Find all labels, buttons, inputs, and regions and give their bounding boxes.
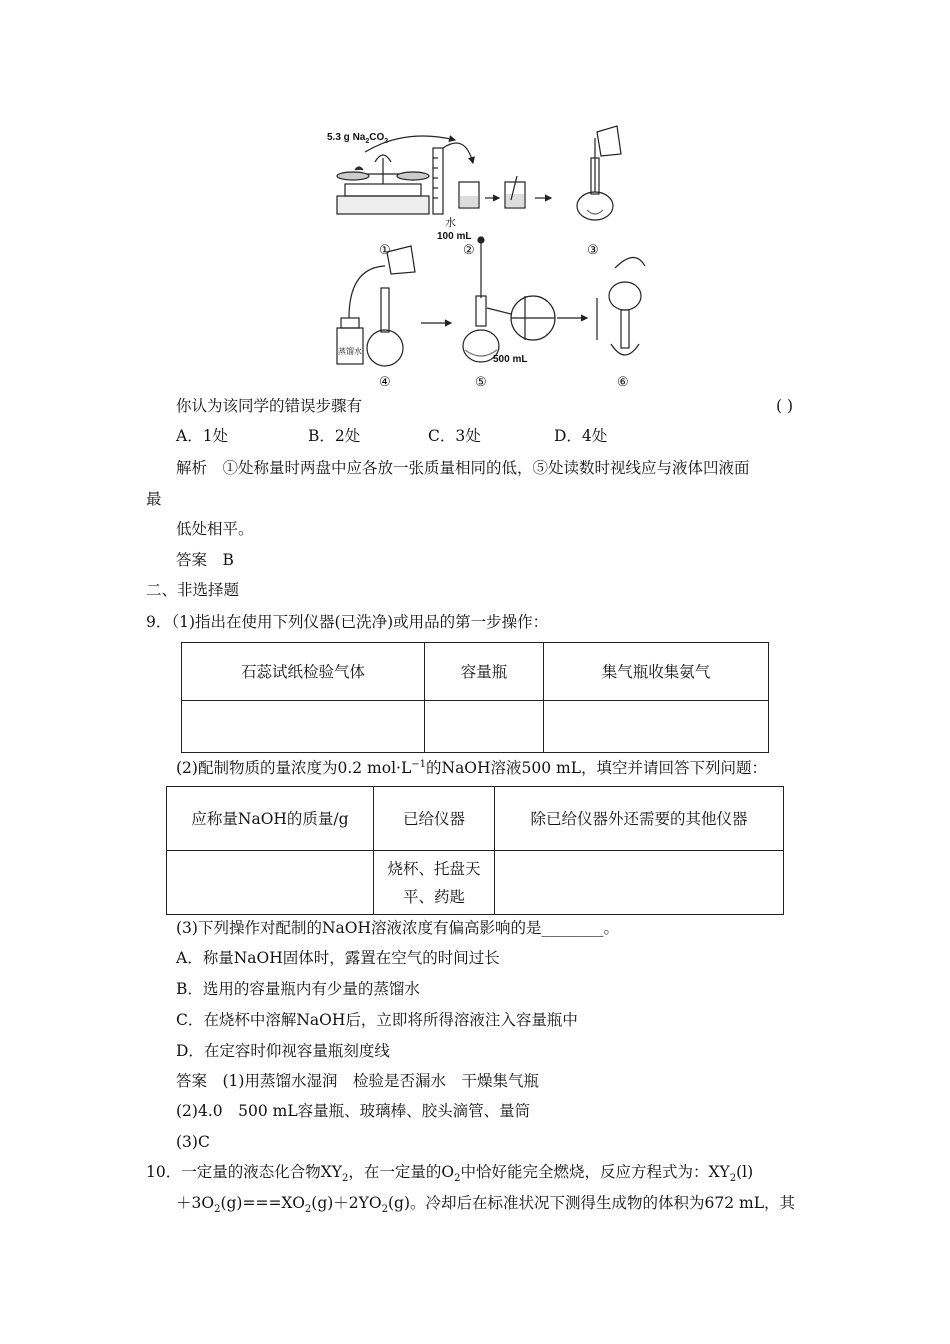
svg-text:⑤: ⑤ [475,375,487,390]
option-d: D．4处 [554,427,608,445]
q9-option-d: D．在定容时仰视容量瓶刻度线 [176,1042,390,1060]
q9-part2: (2)配制物质的量浓度为0.2 $mol\cdot L^{-1}$的NaOH溶液500 mL，填空并请回答下列问题： [176,759,768,778]
table1-header-gasjar: 集气瓶收集氨气 [544,643,769,701]
table2-cell-blank [167,851,374,915]
balance-illustration [327,132,429,214]
q8-analysis: 解析 ①处称量时两盘中应各放一张质量相同的低，⑤处读数时视线应与液体凹液面 [176,459,750,477]
q9-option-b: B．选用的容量瓶内有少量的蒸馏水 [176,980,420,998]
table2-header-given: 已给仪器 [374,787,495,851]
q8-analysis-wrap: 最 [146,490,162,508]
table2-header-mass: 应称量NaOH的质量/g [167,787,374,851]
q10-line-1: 10．一定量的液态化合物$XY_2$，在一定量的$O_2$中恰好能完全燃烧，反应方程式为：$XY_2(l)$ [146,1163,754,1185]
q9-table-1 [181,642,769,753]
svg-text:③: ③ [587,243,599,258]
q9-table-2 [166,786,784,915]
svg-text:②: ② [463,243,475,258]
flask-pouring-illustration [577,126,621,220]
table1-cell-blank [425,701,544,753]
table2-header-other: 除已给仪器外还需要的其他仪器 [495,787,784,851]
svg-text:500 mL: 500 mL [493,354,528,365]
q10-line-2: $+3O_2(g)===XO_2(g)+2YO_2(g)$。冷却后在标准状况下测得生成物的体积为672 mL，其 [176,1194,796,1216]
section-title: 二、非选择题 [146,581,240,599]
wash-bottle-illustration [337,246,451,366]
mass-label: 5.3 g $Na_2CO_3$ [327,132,389,145]
option-a: A．1处 [176,427,229,445]
q9-option-a: A．称量NaOH固体时，露置在空气的时间过长 [176,949,500,967]
table1-cell-blank [544,701,769,753]
flask-dropper-illustration [463,237,587,365]
q8-answer: 答案 B [176,551,234,569]
q8-stem: 你认为该同学的错误步骤有 [176,397,363,415]
q9-answer-1: 答案 (1)用蒸馏水湿润 检验是否漏水 干燥集气瓶 [176,1072,539,1090]
svg-text:①: ① [379,243,391,258]
svg-text:蒸馏水: 蒸馏水 [338,347,362,356]
table1-header-litmus: 石蕊试纸检验气体 [182,643,425,701]
q8-options [176,426,607,446]
flask-invert-illustration [597,257,645,355]
svg-text:100 mL: 100 mL [437,231,472,242]
q8-answer-bracket: ( ) [776,397,794,415]
table2-cell-blank [495,851,784,915]
svg-text:④: ④ [379,375,391,390]
q9-answer-2: (2)4.0 500 mL容量瓶、玻璃棒、胶头滴管、量筒 [176,1102,531,1120]
svg-text:水: 水 [445,216,456,229]
q9-option-c: C．在烧杯中溶解NaOH后，立即将所得溶液注入容量瓶中 [176,1011,578,1029]
apparatus-figure [325,118,670,396]
option-c: C．3处 [428,427,481,445]
table1-header-flask: 容量瓶 [425,643,544,701]
q8-analysis-end: 低处相平。 [176,520,254,538]
option-b: B．2处 [308,427,361,445]
table2-cell-given: 烧杯、托盘天 平、药匙 [374,851,495,915]
cylinder-illustration [433,143,551,242]
table1-cell-blank [182,701,425,753]
q9-part3: (3)下列操作对配制的NaOH溶液浓度有偏高影响的是________。 [176,919,619,937]
svg-text:⑥: ⑥ [617,375,629,390]
q9-answer-3: (3)C [176,1133,210,1151]
q9-stem: 9．（1)指出在使用下列仪器(已洗净)或用品的第一步操作： [146,613,549,631]
